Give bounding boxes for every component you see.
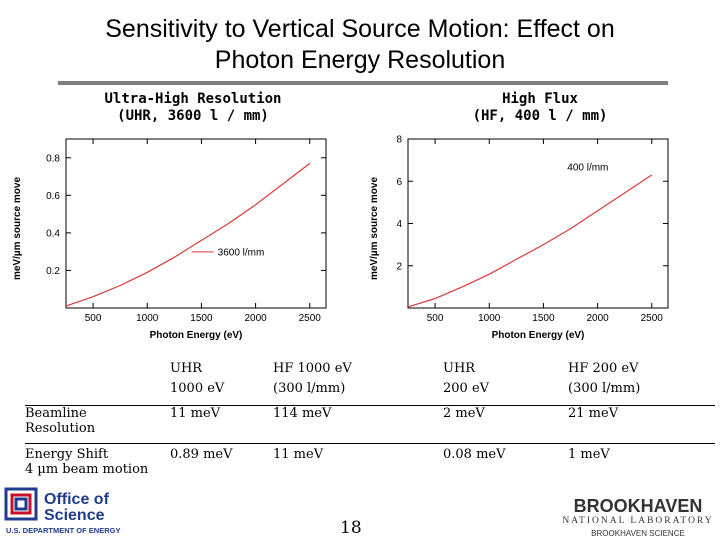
chart1-x-tick-label: 500 (84, 313, 102, 324)
table-header-cell: UHR 1000 eV (170, 361, 225, 396)
chart1-y-tick-label: 0.8 (46, 153, 60, 165)
chart2-y-tick-label: 4 (396, 219, 402, 230)
chart2-x-axis-label: Photon Energy (eV) (491, 330, 585, 341)
chart2-x-tick-label: 1000 (478, 313, 501, 324)
chart1-y-tick-label: 0.4 (46, 228, 60, 240)
chart2-y-axis-label: meV/µm source move (369, 176, 380, 281)
left-subtitle-line-2: (UHR, 3600 l / mm) (117, 108, 269, 124)
doe-logo-text-1: Office of (44, 491, 109, 508)
table-cell: 11 meV (273, 447, 324, 462)
chart1-series-label: 3600 l/mm (217, 247, 265, 259)
table-cell: 0.08 meV (443, 447, 506, 462)
doe-logo-text-3: U.S. DEPARTMENT OF ENERGY (6, 526, 121, 535)
chart2-series-label: 400 l/mm (567, 162, 609, 174)
page-number: 18 (340, 518, 362, 538)
left-subtitle-line-1: Ultra-High Resolution (104, 91, 282, 107)
chart2-x-tick-label: 2000 (586, 313, 609, 324)
bnl-logo-assoc: BROOKHAVEN SCIENCE (591, 529, 685, 538)
table-header-cell: HF 1000 eV (300 l/mm) (273, 361, 352, 396)
table-header-cell: UHR 200 eV (443, 361, 490, 396)
bnl-logo (560, 492, 716, 540)
table-header-cell: HF 200 eV (300 l/mm) (568, 361, 641, 396)
chart2-x-tick-label: 500 (426, 313, 444, 324)
title-line-1: Sensitivity to Vertical Source Motion: Effect on (105, 15, 615, 43)
right-subtitle-line-1: High Flux (502, 91, 578, 107)
chart2-x-tick-label: 2500 (640, 313, 663, 324)
doe-office-of-science-logo (4, 485, 150, 537)
bnl-logo-name: BROOKHAVEN (573, 496, 703, 516)
chart1-series-line (66, 163, 310, 306)
chart1-y-tick-label: 0.6 (46, 190, 60, 202)
table-cell: 0.89 meV (170, 447, 233, 462)
chart2-series-line (408, 175, 652, 307)
table-cell: Energy Shift 4 µm beam motion (25, 447, 149, 477)
table-cell: 11 meV (170, 406, 221, 421)
title-line-2: Photon Energy Resolution (214, 46, 506, 74)
doe-logo-text-2: Science (44, 507, 105, 524)
table-cell: 1 meV (568, 447, 610, 462)
chart1-x-tick-label: 1000 (136, 313, 159, 324)
chart2-y-tick-label: 8 (396, 134, 402, 146)
chart1-y-axis-label: meV/µm source move (12, 176, 23, 281)
chart1-y-tick-label: 0.2 (46, 265, 60, 277)
chart1-x-tick-label: 1500 (190, 313, 213, 324)
chart1-x-tick-label: 2000 (244, 313, 267, 324)
table-cell: 2 meV (443, 406, 485, 421)
chart2-plot-frame (408, 139, 668, 308)
chart2-x-tick-label: 1500 (532, 313, 555, 324)
table-cell: 21 meV (568, 406, 619, 421)
table-cell: Beamline Resolution (25, 406, 96, 436)
chart1-x-axis-label: Photon Energy (eV) (149, 330, 243, 341)
chart1-x-tick-label: 2500 (298, 313, 321, 324)
chart2-y-tick-label: 6 (396, 176, 402, 188)
right-subtitle-line-2: (HF, 400 l / mm) (472, 108, 608, 124)
bnl-logo-sub: NATIONAL LABORATORY (562, 516, 714, 526)
chart2-y-tick-label: 2 (396, 261, 402, 273)
table-rule-2 (25, 443, 715, 444)
chart1-plot-frame (66, 139, 326, 308)
table-cell: 114 meV (273, 406, 332, 421)
